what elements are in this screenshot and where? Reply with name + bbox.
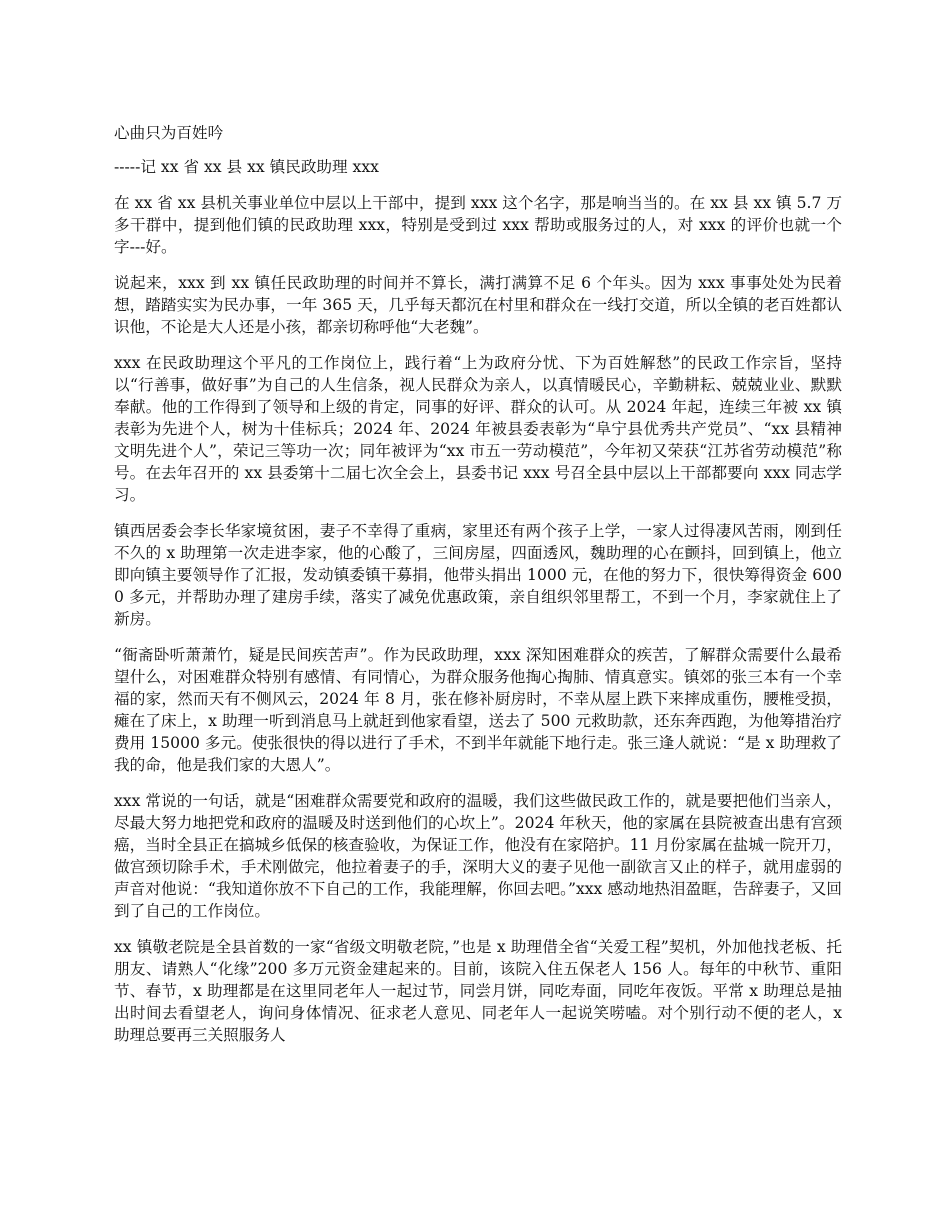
paragraph-4: 镇西居委会李长华家境贫困，妻子不幸得了重病，家里还有两个孩子上学，一家人过得凄风苦雨，刚到任不久的 x 助理第一次走进李家，他的心酸了，三间房屋，四面透风，魏助理的心在颤抖，回到镇上，他立即向镇主要领导作了汇报，发动镇委镇干募捐，他带头捐出 1000 元，在他的努力下，很快筹得资金 6000 多元，并帮助办理了建房手续，落实了减免优惠政策，亲自组织邻里帮工，不到一个月，李家就住上了新房。	[114, 522, 842, 628]
paragraph-1: 在 xx 省 xx 县机关事业单位中层以上干部中，提到 xxx 这个名字，那是响当当的。在 xx 县 xx 镇 5.7 万多干群中，提到他们镇的民政助理 xxx，特别是受到过 xxx 帮助或服务过的人，对 xxx 的评价也就一个字---好。	[114, 194, 842, 256]
paragraph-3: xxx 在民政助理这个平凡的工作岗位上，践行着“上为政府分忧、下为百姓解愁”的民政工作宗旨，坚持以“行善事，做好事”为自己的人生信条，视人民群众为亲人，以真情暖民心，辛勤耕耘、兢兢业业、默默奉献。他的工作得到了领导和上级的肯定，同事的好评、群众的认可。从 2024 年起，连续三年被 xx 镇表彰为先进个人，树为十佳标兵；2024 年、2024 年被县委表彰为“阜宁县优秀共产党员”、“xx 县精神文明先进个人”，荣记三等功一次；同年被评为“xx 市五一劳动模范”，今年初又荣获“江苏省劳动模范”称号。在去年召开的 xx 县委第十二届七次全会上，县委书记 xxx 号召全县中层以上干部都要向 xxx 同志学习。	[114, 354, 842, 504]
paragraph-2: 说起来，xxx 到 xx 镇任民政助理的时间并不算长，满打满算不足 6 个年头。因为 xxx 事事处处为民着想，踏踏实实为民办事，一年 365 天，几乎每天都沉在村里和群众在一线打交道，所以全镇的老百姓都认识他，不论是大人还是小孩，都亲切称呼他“大老魏”。	[114, 274, 842, 336]
document-body	[114, 122, 842, 1060]
paragraph-5: “衙斋卧听萧萧竹，疑是民间疾苦声”。作为民政助理，xxx 深知困难群众的疾苦，了解群众需要什么最希望什么，对困难群众特别有感情、有同情心，为群众服务他掏心掏肺、情真意实。镇郊的张三本有一个幸福的家，然而天有不侧风云，2024 年 8 月，张在修补厨房时，不幸从屋上跌下来摔成重伤，腰椎受损，瘫在了床上，x 助理一听到消息马上就赶到他家看望，送去了 500 元救助款，还东奔西跑，为他筹措治疗费用 15000 多元。使张很快的得以进行了手术，不到半年就能下地行走。张三逢人就说：“是 x 助理救了我的命，他是我们家的大恩人”。	[114, 646, 842, 774]
paragraph-6: xxx 常说的一句话，就是“困难群众需要党和政府的温暖，我们这些做民政工作的，就是要把他们当亲人，尽最大努力地把党和政府的温暖及时送到他们的心坎上”。2024 年秋天，他的家属在县院被查出患有宫颈癌，当时全县正在搞城乡低保的核查验收，为保证工作，他没有在家陪护。11 月份家属在盐城一院开刀，做宫颈切除手术，手术刚做完，他拉着妻子的手，深明大义的妻子见他一副欲言又止的样子，就用虚弱的声音对他说：“我知道你放不下自己的工作，我能理解，你回去吧。”xxx 感动地热泪盈眶，告辞妻子，又回到了自己的工作岗位。	[114, 792, 842, 920]
document-title: 心曲只为百姓吟	[114, 124, 224, 142]
document-subtitle: -----记 xx 省 xx 县 xx 镇民政助理 xxx	[114, 158, 379, 176]
paragraph-7: xx 镇敬老院是全县首数的一家“省级文明敬老院，”也是 x 助理借全省“关爱工程”契机，外加他找老板、托朋友、请熟人“化缘”200 多万元资金建起来的。目前，该院入住五保老人 156 人。每年的中秋节、重阳节、春节，x 助理都是在这里同老年人一起过节，同尝月饼，同吃寿面，同吃年夜饭。平常 x 助理总是抽出时间去看望老人，询问身体情况、征求老人意见、同老年人一起说笑唠嗑。对个别行动不便的老人，x 助理总要再三关照服务人	[114, 938, 842, 1044]
